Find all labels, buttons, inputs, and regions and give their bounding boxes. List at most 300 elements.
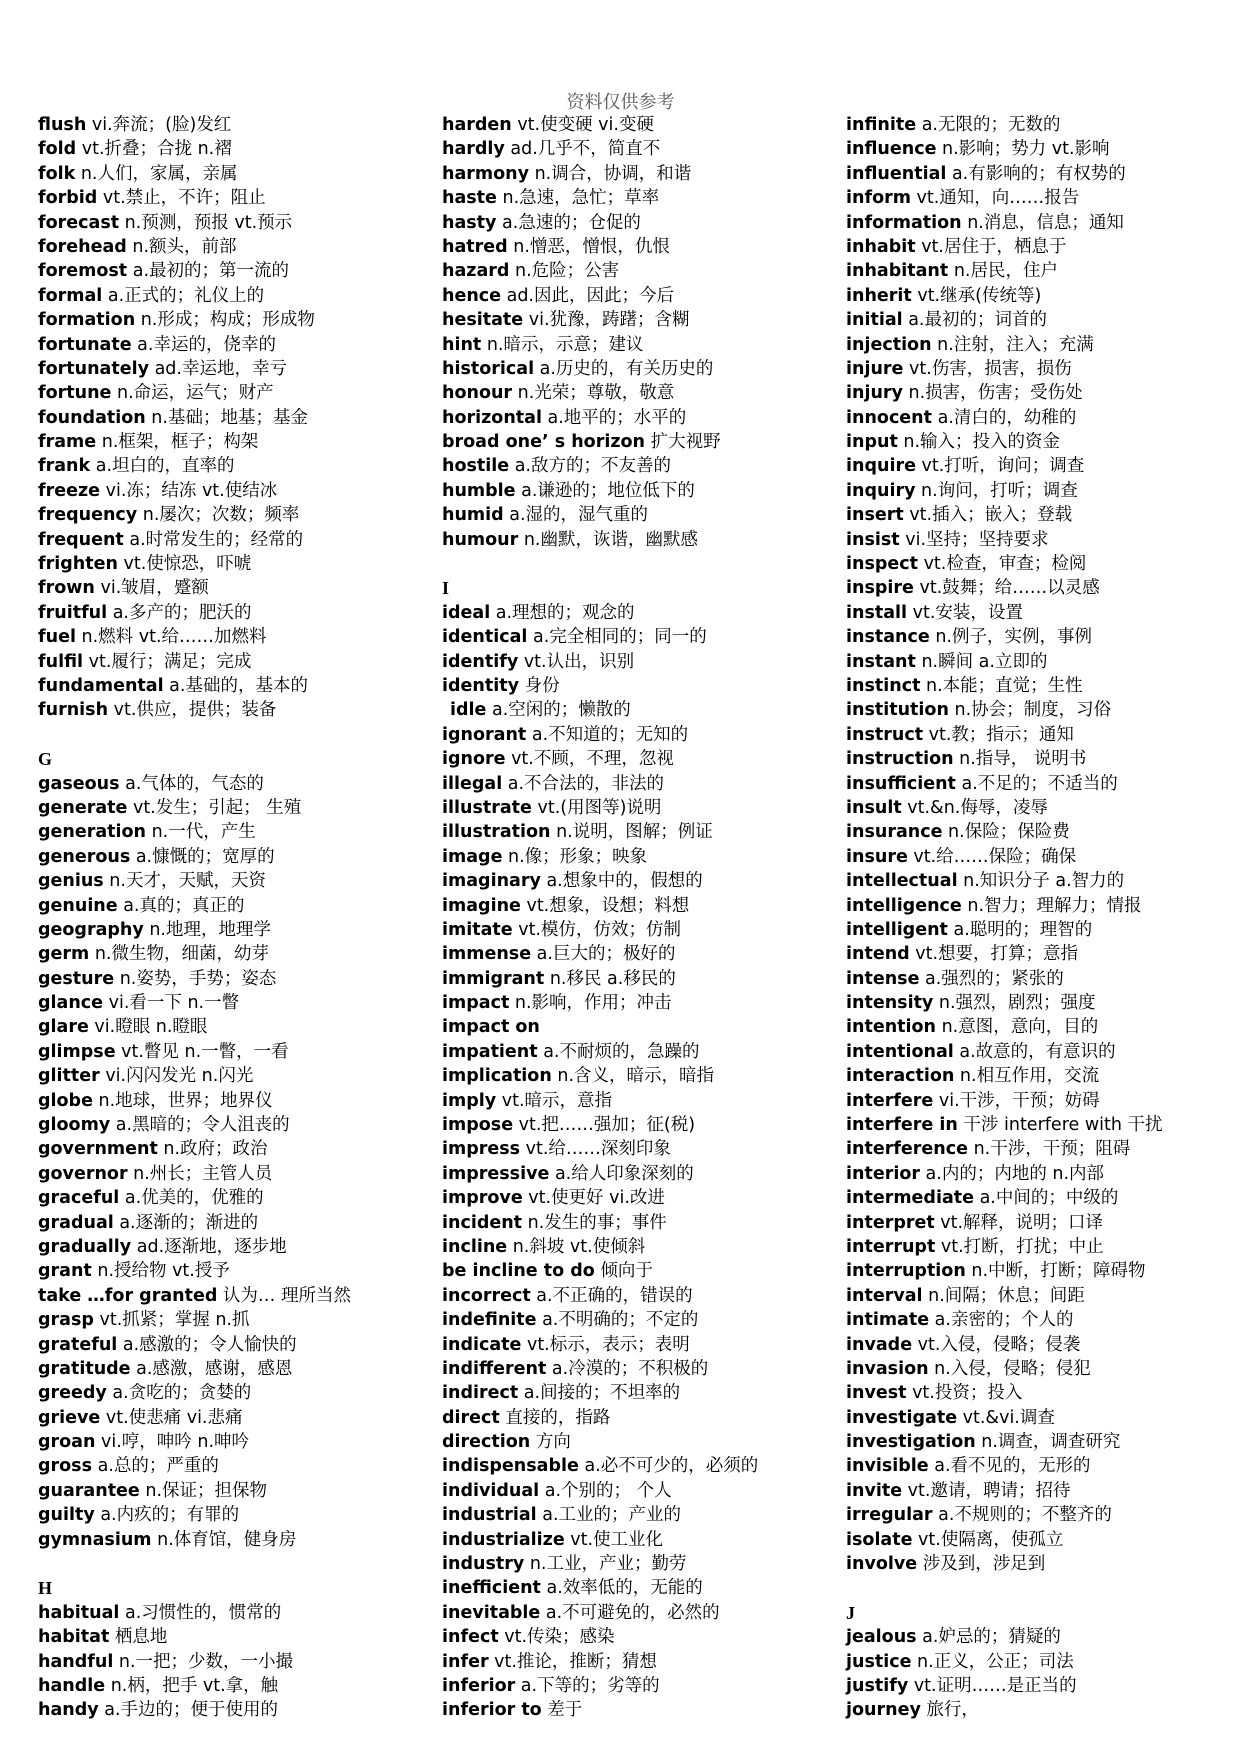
- vocab-word: broad one’ s horizon: [442, 432, 645, 453]
- vocab-word: hasty: [442, 212, 497, 233]
- vocab-entry: [442, 1333, 842, 1357]
- vocab-definition: a.不规则的；不整齐的: [932, 1505, 1112, 1526]
- vocab-word: intend: [846, 944, 910, 965]
- vocab-definition: vt.解释，说明；口译: [934, 1212, 1104, 1233]
- vocab-definition: n.瞬间 a.立即的: [915, 651, 1048, 672]
- vocab-word: glare: [38, 1017, 89, 1038]
- vocab-word: frequent: [38, 529, 124, 550]
- vocab-word: germ: [38, 944, 90, 965]
- vocab-entry: [38, 186, 438, 210]
- vocab-entry: [846, 284, 1241, 308]
- vocab-entry: [442, 1211, 842, 1235]
- vocab-word: indicate: [442, 1334, 522, 1355]
- vocab-definition: 认为… 理所当然: [217, 1285, 351, 1306]
- spacer: [38, 1552, 438, 1576]
- vocab-entry: [38, 894, 438, 918]
- vocab-word: instant: [846, 651, 916, 672]
- vocab-word: innocent: [846, 407, 933, 428]
- vocab-word: habitat: [38, 1627, 110, 1648]
- vocab-definition: vt.瞥见 n.一瞥，一看: [115, 1041, 289, 1062]
- vocab-entry: [846, 552, 1241, 576]
- vocab-entry: [846, 1284, 1241, 1308]
- vocab-entry: [442, 1259, 842, 1283]
- vocab-word: identical: [442, 627, 528, 648]
- vocab-entry: [846, 1674, 1241, 1698]
- vocab-entry: [846, 357, 1241, 381]
- vocab-word: institution: [846, 700, 949, 721]
- vocab-definition: n.光荣；尊敬，敬意: [512, 383, 675, 404]
- vocab-definition: a.最初的；第一流的: [127, 261, 290, 282]
- vocab-entry: [442, 528, 842, 552]
- vocab-definition: a.故意的，有意识的: [953, 1041, 1116, 1062]
- vocab-entry: [442, 1381, 842, 1405]
- vocab-definition: n.燃料 vt.给……加燃料: [75, 627, 267, 648]
- vocab-definition: n.含义，暗示，暗指: [551, 1066, 715, 1087]
- vocab-definition: n.入侵，侵略；侵犯: [928, 1358, 1091, 1379]
- vocab-word: idle: [450, 700, 487, 721]
- vocab-definition: n.间隔；休息；间距: [922, 1285, 1085, 1306]
- vocab-definition: 差于: [541, 1700, 583, 1721]
- vocab-entry: [442, 967, 842, 991]
- vocab-word: indefinite: [442, 1310, 537, 1331]
- vocab-word: grieve: [38, 1407, 101, 1428]
- vocab-entry: [38, 1137, 438, 1161]
- vocab-definition: n.相互作用，交流: [954, 1066, 1100, 1087]
- vocab-definition: vt.履行；满足；完成: [83, 651, 252, 672]
- vocab-definition: a.正式的；礼仪上的: [102, 285, 265, 306]
- vocab-entry: [442, 406, 842, 430]
- vocab-entry: [38, 1357, 438, 1381]
- vocab-entry: [846, 430, 1241, 454]
- vocab-word: intellectual: [846, 871, 958, 892]
- vocab-entry: [442, 918, 842, 942]
- vocab-entry: [442, 235, 842, 259]
- vocab-definition: a.工业的；产业的: [536, 1505, 682, 1526]
- vocab-entry: [38, 259, 438, 283]
- vocab-entry: [442, 454, 842, 478]
- vocab-word: gesture: [38, 968, 115, 989]
- vocab-entry: [846, 845, 1241, 869]
- vocab-definition: 栖息地: [109, 1627, 168, 1648]
- vocab-word: hostile: [442, 456, 510, 477]
- vocab-word: interpret: [846, 1212, 935, 1233]
- vocab-entry: [38, 528, 438, 552]
- vocab-definition: vi.皱眉，蹙额: [94, 578, 209, 599]
- vocab-definition: a.贪吃的；贪婪的: [106, 1383, 252, 1404]
- vocab-entry: [38, 576, 438, 600]
- vocab-word: interfere: [846, 1090, 934, 1111]
- vocab-word: interior: [846, 1163, 920, 1184]
- vocab-word: grasp: [38, 1310, 94, 1331]
- vocab-definition: a.气体的，气态的: [119, 773, 264, 794]
- vocab-definition: a.不知道的；无知的: [526, 724, 689, 745]
- vocab-entry: [38, 650, 438, 674]
- vocab-word: invest: [846, 1383, 907, 1404]
- vocab-entry: [442, 1674, 842, 1698]
- vocab-definition: a.聪明的；理智的: [947, 919, 1093, 940]
- vocab-definition: a.慷慨的；宽厚的: [130, 846, 275, 867]
- section-letter: H: [38, 1578, 53, 1599]
- vocab-entry: [846, 1698, 1241, 1722]
- vocab-definition: n.本能；直觉；生性: [920, 675, 1083, 696]
- vocab-word: industrial: [442, 1505, 537, 1526]
- vocab-word: justify: [846, 1676, 909, 1696]
- vocab-word: image: [442, 846, 503, 867]
- vocab-word: gradual: [38, 1212, 114, 1233]
- vocab-word: fundamental: [38, 675, 164, 696]
- vocab-word: instance: [846, 627, 930, 648]
- vocab-definition: a.不正确的，错误的: [530, 1285, 693, 1306]
- vocab-word: imitate: [442, 919, 513, 940]
- vocab-definition: a.妒忌的；猜疑的: [916, 1627, 1061, 1648]
- vocab-definition: vi.干涉，干预；妨碍: [933, 1090, 1100, 1111]
- vocab-word: instruct: [846, 724, 924, 745]
- vocab-entry: [846, 674, 1241, 698]
- vocab-word: handy: [38, 1700, 99, 1721]
- vocab-entry: [38, 967, 438, 991]
- vocab-definition: n.调查，调查研究: [975, 1432, 1121, 1453]
- vocab-definition: n.一代，产生: [146, 822, 256, 843]
- spacer: [442, 552, 842, 576]
- vocab-definition: n.憎恶，憎恨，仇恨: [507, 236, 670, 257]
- vocab-definition: ad.因此，因此；今后: [501, 285, 674, 306]
- vocab-word: fortunately: [38, 358, 149, 379]
- vocab-entry: [846, 820, 1241, 844]
- vocab-entry: [846, 747, 1241, 771]
- vocab-definition: n.授给物 vt.授予: [91, 1261, 230, 1282]
- vocab-word: generate: [38, 797, 128, 818]
- vocab-definition: n.基础；地基；基金: [145, 407, 308, 428]
- vocab-word: handle: [38, 1676, 106, 1696]
- vocab-entry: [38, 503, 438, 527]
- vocab-word: immigrant: [442, 968, 545, 989]
- vocab-word: historical: [442, 358, 535, 379]
- section-letter: J: [846, 1602, 855, 1623]
- vocab-definition: n.注射，注入；充满: [931, 334, 1094, 355]
- vocab-definition: n.知识分子 a.智力的: [957, 871, 1125, 892]
- vocab-entry: [38, 820, 438, 844]
- vocab-entry: [846, 1333, 1241, 1357]
- vocab-word: imagine: [442, 895, 521, 916]
- vocab-entry: [846, 1064, 1241, 1088]
- vocab-word: hint: [442, 334, 482, 355]
- column-3: [846, 113, 1241, 1723]
- vocab-entry: [442, 1601, 842, 1625]
- vocab-definition: vt.邀请，聘请；招待: [902, 1480, 1071, 1501]
- vocab-definition: a.优美的，优雅的: [119, 1188, 264, 1209]
- vocab-word: hesitate: [442, 310, 524, 331]
- vocab-word: guilty: [38, 1505, 95, 1526]
- vocab-word: implication: [442, 1066, 552, 1087]
- vocab-entry: [442, 1406, 842, 1430]
- vocab-entry: [442, 1089, 842, 1113]
- vocab-entry: [846, 1259, 1241, 1283]
- vocab-definition: a.间接的；不坦率的: [518, 1383, 681, 1404]
- vocab-definition: n.像；形象；映象: [502, 846, 648, 867]
- vocab-definition: vt.发生；引起； 生殖: [127, 797, 302, 818]
- vocab-word: intentional: [846, 1041, 954, 1062]
- vocab-definition: n.智力；理解力；情报: [961, 895, 1142, 916]
- vocab-definition: n.例子，实例，事例: [929, 627, 1092, 648]
- spacer: [38, 723, 438, 747]
- vocab-definition: a.亲密的；个人的: [929, 1310, 1074, 1331]
- vocab-word: humble: [442, 480, 516, 501]
- vocab-entry: [846, 869, 1241, 893]
- vocab-definition: a.完全相同的；同一的: [527, 627, 707, 648]
- vocab-entry: [846, 1308, 1241, 1332]
- vocab-definition: vt.使惊恐，吓唬: [117, 554, 252, 575]
- vocab-word: incline: [442, 1236, 508, 1257]
- vocab-entry: [38, 772, 438, 796]
- vocab-word: globe: [38, 1090, 93, 1111]
- vocab-entry: [442, 601, 842, 625]
- vocab-word: injure: [846, 358, 904, 379]
- vocab-definition: a.下等的；劣等的: [515, 1676, 660, 1696]
- vocab-word: infect: [442, 1627, 499, 1648]
- vocab-entry: [38, 625, 438, 649]
- vocab-definition: vt.通知，向……报告: [910, 188, 1080, 209]
- vocab-entry: [846, 211, 1241, 235]
- vocab-word: genius: [38, 871, 104, 892]
- vocab-word: fold: [38, 139, 77, 160]
- vocab-entry: [846, 991, 1241, 1015]
- vocab-entry: [442, 1235, 842, 1259]
- vocab-definition: n.危险；公害: [509, 261, 620, 282]
- vocab-definition: a.坦白的，直率的: [90, 456, 235, 477]
- vocab-word: interruption: [846, 1261, 966, 1282]
- vocab-word: imply: [442, 1090, 497, 1111]
- vocab-definition: n.斜坡 vt.使倾斜: [507, 1236, 646, 1257]
- vocab-word: humid: [442, 505, 504, 526]
- vocab-definition: ad.几乎不，简直不: [504, 139, 661, 160]
- vocab-definition: a.强烈的；紧张的: [919, 968, 1064, 989]
- vocab-word: freeze: [38, 480, 101, 501]
- vocab-entry: [846, 1406, 1241, 1430]
- vocab-word: infer: [442, 1651, 489, 1672]
- vocab-definition: vi.闪闪发光 n.闪光: [99, 1066, 254, 1087]
- vocab-definition: a.手边的；便于使用的: [98, 1700, 279, 1721]
- vocab-word: guarantee: [38, 1480, 140, 1501]
- vocab-entry: [846, 796, 1241, 820]
- vocab-definition: vt.(用图等)说明: [531, 797, 662, 818]
- vocab-word: forbid: [38, 188, 98, 209]
- vocab-word: industrialize: [442, 1529, 565, 1550]
- vocab-word: invite: [846, 1480, 903, 1501]
- vocab-word: governor: [38, 1163, 128, 1184]
- vocab-definition: a.不耐烦的，急躁的: [537, 1041, 700, 1062]
- vocab-entry: [846, 503, 1241, 527]
- vocab-word: ideal: [442, 602, 491, 623]
- vocab-entry: [846, 967, 1241, 991]
- vocab-word: incident: [442, 1212, 523, 1233]
- vocab-entry: [38, 1479, 438, 1503]
- vocab-definition: a.无限的；无数的: [916, 115, 1061, 135]
- vocab-entry: [442, 991, 842, 1015]
- vocab-word: harden: [442, 115, 512, 135]
- vocab-definition: 干涉 interfere with 干扰: [957, 1115, 1163, 1136]
- vocab-word: take …for granted: [38, 1285, 218, 1306]
- vocab-word: genuine: [38, 895, 118, 916]
- column-2: [442, 113, 842, 1723]
- vocab-entry: [38, 1601, 438, 1625]
- vocab-entry: [38, 796, 438, 820]
- vocab-entry: [38, 162, 438, 186]
- vocab-entry: [38, 698, 438, 722]
- page-header: 资料仅供参考: [566, 92, 675, 113]
- vocab-word: forehead: [38, 236, 127, 257]
- vocab-word: frequency: [38, 505, 138, 526]
- vocab-definition: n.天才，天赋，天资: [103, 871, 266, 892]
- vocab-entry: [846, 1528, 1241, 1552]
- vocab-entry: [846, 1089, 1241, 1113]
- vocab-definition: vt.使变硬 vi.变硬: [511, 115, 654, 135]
- vocab-entry: [38, 1259, 438, 1283]
- vocab-entry: [38, 1113, 438, 1137]
- vocab-word: jealous: [846, 1627, 917, 1648]
- vocab-word: inefficient: [442, 1578, 541, 1599]
- vocab-word: inspire: [846, 578, 914, 599]
- vocab-definition: vi.哼，呻吟 n.呻吟: [95, 1432, 250, 1453]
- vocab-entry: [38, 674, 438, 698]
- vocab-definition: vt.给……保险；确保: [907, 846, 1077, 867]
- vocab-definition: 倾向于: [594, 1261, 653, 1282]
- vocab-word: identity: [442, 675, 519, 696]
- vocab-entry: [38, 308, 438, 332]
- vocab-word: hazard: [442, 261, 510, 282]
- vocab-definition: n.意图，意向，目的: [936, 1017, 1099, 1038]
- vocab-word: hatred: [442, 236, 508, 257]
- vocab-entry: [38, 1162, 438, 1186]
- section-letter: G: [38, 749, 53, 770]
- vocab-word: intimate: [846, 1310, 930, 1331]
- vocab-word: impact on: [442, 1017, 540, 1038]
- vocab-word: fulfil: [38, 651, 84, 672]
- vocab-entry: [442, 211, 842, 235]
- vocab-definition: a.不可避免的，必然的: [540, 1602, 720, 1623]
- vocab-definition: a.内疚的；有罪的: [94, 1505, 240, 1526]
- vocab-entry: [442, 1357, 842, 1381]
- vocab-word: insert: [846, 505, 904, 526]
- vocab-entry: [846, 235, 1241, 259]
- vocab-entry: [846, 454, 1241, 478]
- vocab-definition: vt.折叠；合拢 n.褶: [76, 139, 232, 160]
- vocab-entry: [846, 625, 1241, 649]
- vocab-entry: [442, 284, 842, 308]
- vocab-definition: vi.坚持；坚持要求: [899, 529, 1049, 550]
- vocab-word: impose: [442, 1115, 514, 1136]
- vocab-definition: a.急速的；仓促的: [496, 212, 641, 233]
- vocab-entry: [38, 1650, 438, 1674]
- vocab-definition: vi.冻；结冻 vt.使结冰: [100, 480, 278, 501]
- vocab-word: intense: [846, 968, 920, 989]
- vocab-entry: [846, 162, 1241, 186]
- vocab-entry: [442, 1503, 842, 1527]
- vocab-word: inhabit: [846, 236, 916, 257]
- vocab-word: intelligent: [846, 919, 948, 940]
- vocab-word: frighten: [38, 554, 118, 575]
- vocab-word: investigate: [846, 1407, 958, 1428]
- vocab-definition: n.地球，世界；地界仪: [92, 1090, 273, 1111]
- vocab-entry: [38, 1698, 438, 1722]
- vocab-definition: ad.逐渐地，逐步地: [131, 1236, 287, 1257]
- vocab-word: input: [846, 432, 898, 453]
- vocab-word: graceful: [38, 1188, 120, 1209]
- vocab-definition: a.内的；内地的 n.内部: [919, 1163, 1105, 1184]
- vocab-definition: a.历史的，有关历史的: [534, 358, 714, 379]
- vocab-entry: [38, 1528, 438, 1552]
- vocab-entry: [38, 1381, 438, 1405]
- vocab-word: glitter: [38, 1066, 100, 1087]
- vocab-word: insurance: [846, 822, 943, 843]
- vocab-word: impress: [442, 1139, 521, 1160]
- vocab-word: direct: [442, 1407, 500, 1428]
- vocab-definition: n.协会；制度，习俗: [948, 700, 1112, 721]
- vocab-word: furnish: [38, 700, 109, 721]
- vocab-definition: n.姿势，手势；姿态: [114, 968, 277, 989]
- vocab-definition: n.一把；少数，一小撮: [113, 1651, 294, 1672]
- vocab-definition: vt.插入；嵌入；登载: [903, 505, 1073, 526]
- vocab-definition: ad.幸运地，幸亏: [149, 358, 287, 379]
- vocab-word: honour: [442, 383, 513, 404]
- vocab-word: fortune: [38, 383, 112, 404]
- vocab-entry: [846, 528, 1241, 552]
- vocab-word: interference: [846, 1139, 969, 1160]
- vocab-definition: a.逐渐的；渐进的: [113, 1212, 259, 1233]
- vocab-word: illustrate: [442, 797, 532, 818]
- vocab-definition: a.不明确的；不定的: [536, 1310, 699, 1331]
- vocab-word: foremost: [38, 261, 128, 282]
- vocab-entry: [442, 747, 842, 771]
- vocab-definition: n.保证；担保物: [139, 1480, 268, 1501]
- vocab-definition: n.损害，伤害；受伤处: [902, 383, 1083, 404]
- vocab-entry: [38, 1503, 438, 1527]
- vocab-entry: [442, 723, 842, 747]
- vocab-entry: [442, 894, 842, 918]
- vocab-word: instinct: [846, 675, 921, 696]
- vocab-entry: [846, 1430, 1241, 1454]
- vocab-entry: [442, 1284, 842, 1308]
- vocab-definition: a.看不见的，无形的: [928, 1456, 1091, 1477]
- vocab-definition: vt.暗示，意指: [496, 1090, 613, 1111]
- vocab-definition: n.调合，协调，和谐: [529, 163, 692, 184]
- vocab-entry: [846, 406, 1241, 430]
- vocab-entry: [846, 1479, 1241, 1503]
- vocab-definition: n.框架，框子；构架: [96, 432, 259, 453]
- vocab-entry: [846, 1381, 1241, 1405]
- vocab-definition: n.幽默，诙谐，幽默感: [518, 529, 698, 550]
- vocab-entry: [38, 1674, 438, 1698]
- vocab-definition: a.效率低的，无能的: [540, 1578, 703, 1599]
- vocab-definition: n.保险；保险费: [942, 822, 1070, 843]
- vocab-word: imaginary: [442, 871, 541, 892]
- vocab-word: formation: [38, 310, 136, 331]
- vocab-word: groan: [38, 1432, 96, 1453]
- vocab-definition: 身份: [519, 675, 560, 696]
- vocab-definition: n.体育馆，健身房: [151, 1529, 297, 1550]
- vocab-definition: n.工业，产业；勤劳: [524, 1554, 687, 1575]
- vocab-definition: n.干涉，干预；阻碍: [968, 1139, 1131, 1160]
- vocab-definition: n.输入；投入的资金: [897, 432, 1061, 453]
- vocab-word: greedy: [38, 1383, 107, 1404]
- vocab-entry: [442, 137, 842, 161]
- vocab-definition: a.给人印象深刻的: [549, 1163, 694, 1184]
- vocab-word: forecast: [38, 212, 120, 233]
- vocab-word: inquire: [846, 456, 916, 477]
- vocab-word: irregular: [846, 1505, 933, 1526]
- vocab-definition: a.空闲的；懒散的: [486, 700, 631, 721]
- vocab-definition: vt.抓紧；掌握 n.抓: [93, 1310, 250, 1331]
- vocab-entry: [38, 1235, 438, 1259]
